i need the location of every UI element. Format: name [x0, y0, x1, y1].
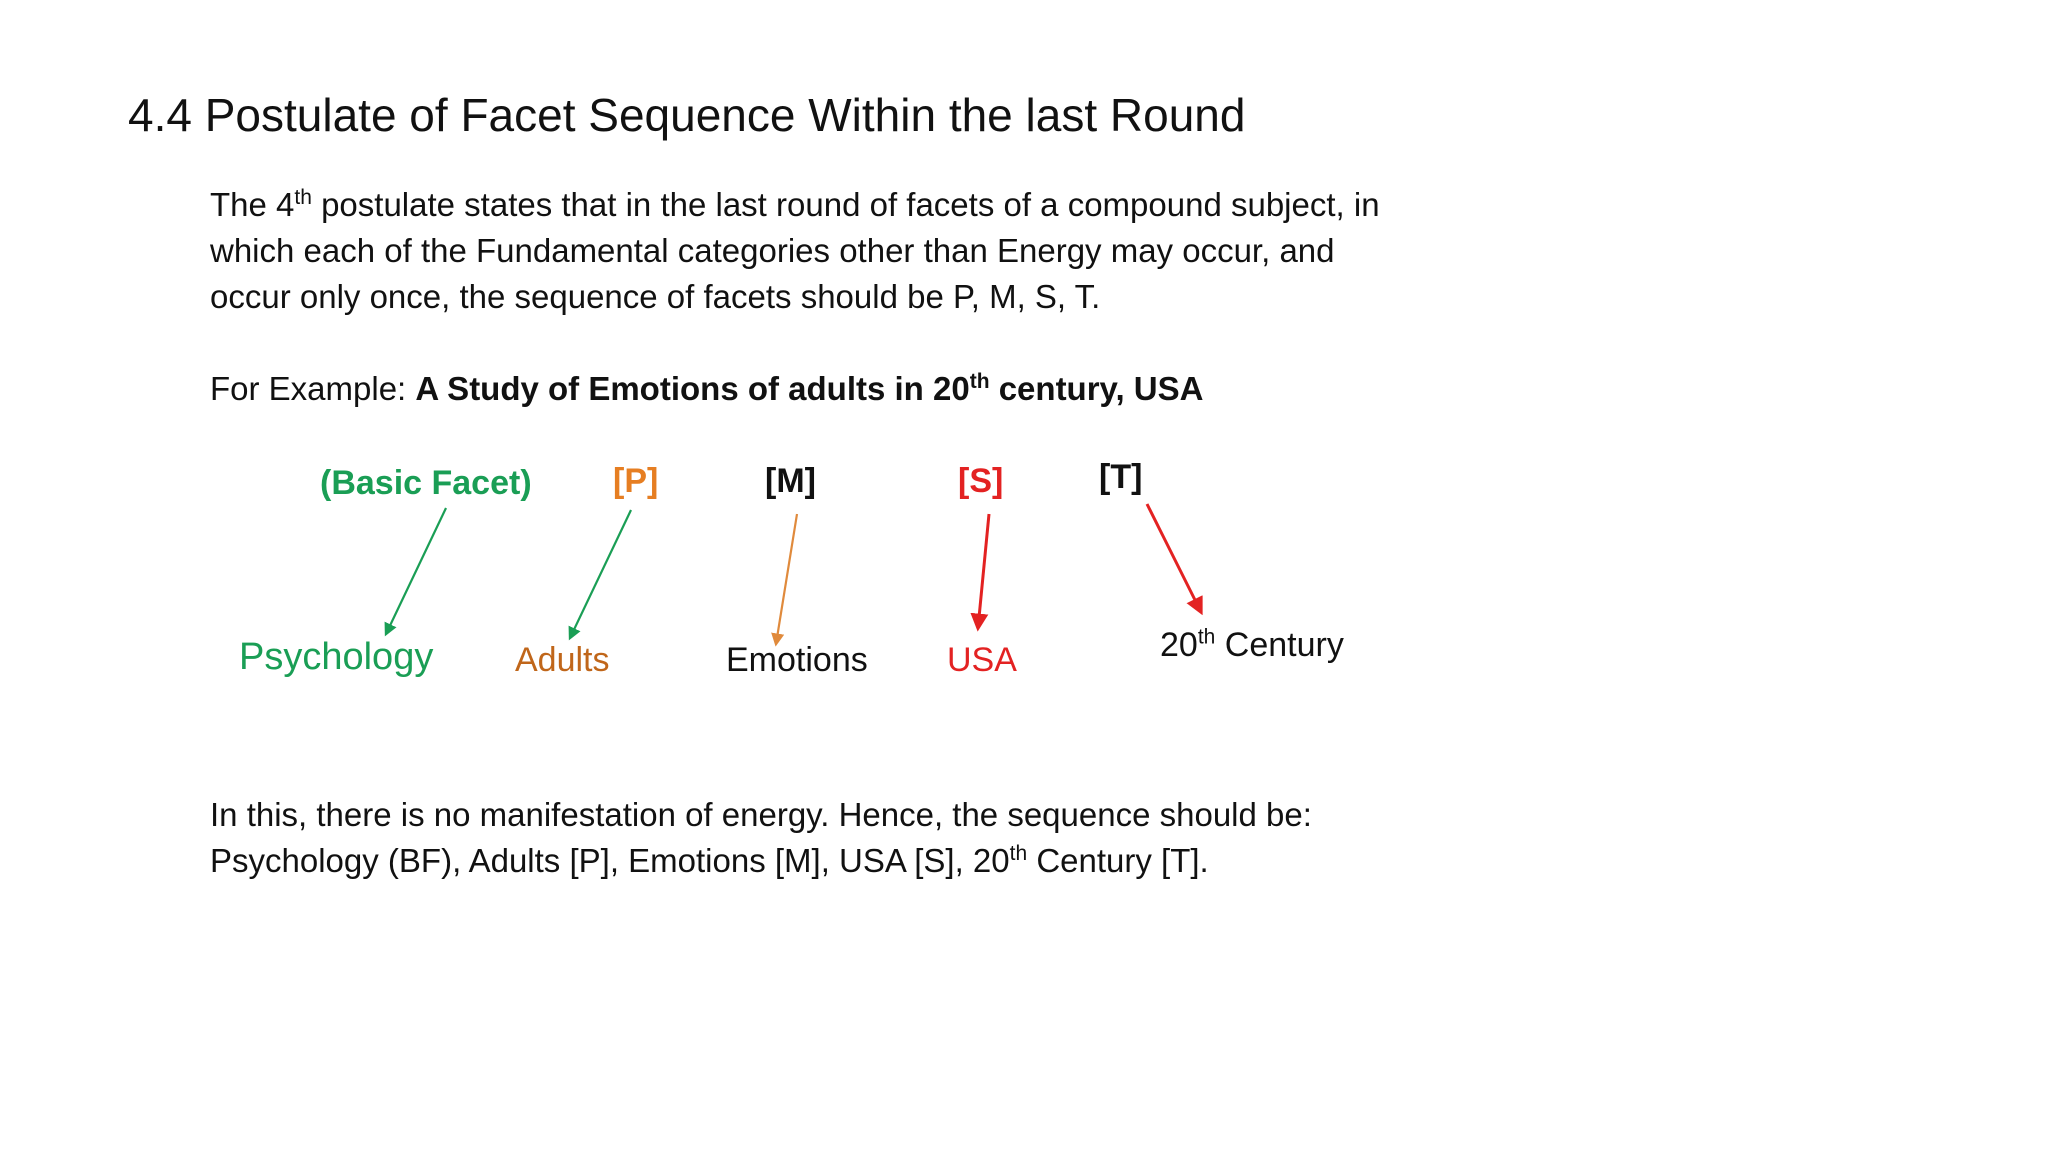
example-ordinal-suffix: th — [969, 370, 990, 393]
example-subject-start: A Study of Emotions of adults in 20 — [415, 370, 970, 407]
conclusion-line-2-start: Psychology (BF), Adults [P], Emotions [M], USA [S], 20 — [210, 842, 1010, 879]
conclusion-paragraph — [210, 792, 1312, 884]
facet-s-label: [S] — [958, 462, 1004, 500]
intro-ordinal-suffix: th — [294, 186, 312, 209]
arrow-t-to-20th-century — [1147, 504, 1201, 612]
intro-line-1-start: The 4 — [210, 186, 295, 223]
facet-m-label: [M] — [765, 462, 816, 500]
term-20th-century-word: Century — [1215, 626, 1344, 664]
conclusion-line-2-end: Century [T]. — [1027, 842, 1209, 879]
term-emotions: Emotions — [726, 641, 868, 679]
example-lead: For Example: — [210, 370, 416, 407]
arrow-s-to-usa — [978, 514, 989, 628]
intro-line-3: occur only once, the sequence of facets should be P, M, S, T. — [210, 278, 1101, 315]
arrow-basic-facet-to-psychology — [386, 508, 446, 634]
conclusion-line-2 — [210, 838, 1312, 884]
facet-t-label: [T] — [1099, 458, 1143, 496]
term-20th-century-number: 20 — [1160, 626, 1198, 664]
term-usa: USA — [947, 641, 1017, 679]
intro-line-1-end: postulate states that in the last round of facets of a compound subject, in — [311, 186, 1380, 223]
intro-line-2: which each of the Fundamental categories other than Energy may occur, and — [210, 232, 1335, 269]
conclusion-ordinal-suffix: th — [1009, 842, 1028, 865]
arrow-m-to-emotions — [776, 514, 797, 644]
conclusion-line-1: In this, there is no manifestation of energy. Hence, the sequence should be: — [210, 796, 1312, 833]
term-20th-century — [1160, 626, 1344, 665]
slide-title: 4.4 Postulate of Facet Sequence Within the last Round — [128, 89, 1246, 141]
example-subject-end: century, USA — [989, 370, 1204, 407]
term-psychology: Psychology — [239, 636, 434, 678]
facet-p-label: [P] — [613, 462, 659, 500]
term-20th-century-suffix: th — [1197, 625, 1216, 649]
term-adults: Adults — [515, 641, 610, 679]
facet-basic-label: (Basic Facet) — [320, 464, 532, 502]
arrow-p-to-adults — [570, 510, 631, 638]
